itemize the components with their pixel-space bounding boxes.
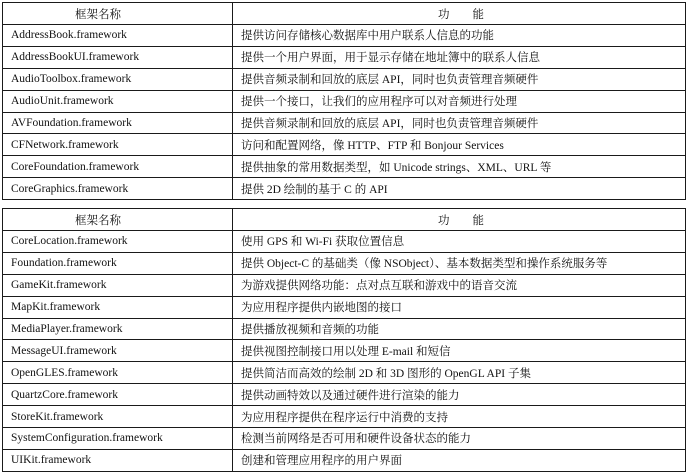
framework-function-cell: 提供动画特效以及通过硬件进行渲染的能力 (233, 384, 686, 406)
framework-name-cell: AddressBookUI.framework (3, 46, 233, 68)
framework-function-cell: 提供音频录制和回放的底层 API，同时也负责管理音频硬件 (233, 68, 686, 90)
framework-function-cell: 提供音频录制和回放的底层 API，同时也负责管理音频硬件 (233, 112, 686, 134)
table-row (3, 318, 686, 340)
framework-name-cell: SystemConfiguration.framework (3, 428, 233, 450)
framework-function-cell: 创建和管理应用程序的用户界面 (233, 449, 686, 471)
framework-name-cell: GameKit.framework (3, 274, 233, 296)
table-header-row (3, 209, 686, 231)
framework-function-cell: 提供访问存储核心数据库中用户联系人信息的功能 (233, 25, 686, 47)
framework-function-cell: 提供简洁而高效的绘制 2D 和 3D 图形的 OpenGL API 子集 (233, 362, 686, 384)
table-row (3, 25, 686, 47)
framework-function-cell: 检测当前网络是否可用和硬件设备状态的能力 (233, 428, 686, 450)
table-row (3, 406, 686, 428)
framework-table-1 (2, 2, 686, 200)
framework-function-cell: 为游戏提供网络功能：点对点互联和游戏中的语音交流 (233, 274, 686, 296)
framework-name-cell: QuartzCore.framework (3, 384, 233, 406)
table-row (3, 449, 686, 471)
framework-function-cell: 提供 Object-C 的基础类（像 NSObject）、基本数据类型和操作系统服务等 (233, 252, 686, 274)
framework-function-cell: 提供视图控制接口用以处理 E-mail 和短信 (233, 340, 686, 362)
table-row (3, 296, 686, 318)
framework-name-cell: Foundation.framework (3, 252, 233, 274)
framework-name-cell: AVFoundation.framework (3, 112, 233, 134)
framework-function-cell: 提供一个接口，让我们的应用程序可以对音频进行处理 (233, 90, 686, 112)
header-function: 功 能 (233, 209, 686, 231)
framework-function-cell: 使用 GPS 和 Wi-Fi 获取位置信息 (233, 231, 686, 253)
framework-name-cell: CoreFoundation.framework (3, 156, 233, 178)
framework-function-cell: 提供 2D 绘制的基于 C 的 API (233, 178, 686, 200)
framework-name-cell: AddressBook.framework (3, 25, 233, 47)
table-row (3, 362, 686, 384)
framework-name-cell: CFNetwork.framework (3, 134, 233, 156)
table-row (3, 274, 686, 296)
table-body (3, 231, 686, 472)
table-row (3, 156, 686, 178)
header-function: 功 能 (233, 3, 686, 25)
table-header-row (3, 3, 686, 25)
table-row (3, 46, 686, 68)
table-row (3, 178, 686, 200)
framework-table-2 (2, 208, 686, 472)
framework-function-cell: 为应用程序提供在程序运行中消费的支持 (233, 406, 686, 428)
header-framework-name: 框架名称 (3, 209, 233, 231)
table-body (3, 25, 686, 200)
framework-name-cell: StoreKit.framework (3, 406, 233, 428)
framework-name-cell: MediaPlayer.framework (3, 318, 233, 340)
framework-name-cell: UIKit.framework (3, 449, 233, 471)
framework-function-cell: 提供抽象的常用数据类型，如 Unicode strings、XML、URL 等 (233, 156, 686, 178)
table-row (3, 231, 686, 253)
framework-name-cell: AudioToolbox.framework (3, 68, 233, 90)
framework-name-cell: MapKit.framework (3, 296, 233, 318)
table-row (3, 252, 686, 274)
framework-name-cell: OpenGLES.framework (3, 362, 233, 384)
table-row (3, 112, 686, 134)
framework-function-cell: 为应用程序提供内嵌地图的接口 (233, 296, 686, 318)
framework-function-cell: 提供播放视频和音频的功能 (233, 318, 686, 340)
framework-name-cell: CoreGraphics.framework (3, 178, 233, 200)
table-row (3, 68, 686, 90)
table-row (3, 384, 686, 406)
table-row (3, 134, 686, 156)
table-row (3, 340, 686, 362)
framework-function-cell: 访问和配置网络，像 HTTP、FTP 和 Bonjour Services (233, 134, 686, 156)
framework-name-cell: AudioUnit.framework (3, 90, 233, 112)
framework-function-cell: 提供一个用户界面，用于显示存储在地址簿中的联系人信息 (233, 46, 686, 68)
framework-name-cell: MessageUI.framework (3, 340, 233, 362)
framework-name-cell: CoreLocation.framework (3, 231, 233, 253)
header-framework-name: 框架名称 (3, 3, 233, 25)
table-row (3, 90, 686, 112)
table-row (3, 428, 686, 450)
